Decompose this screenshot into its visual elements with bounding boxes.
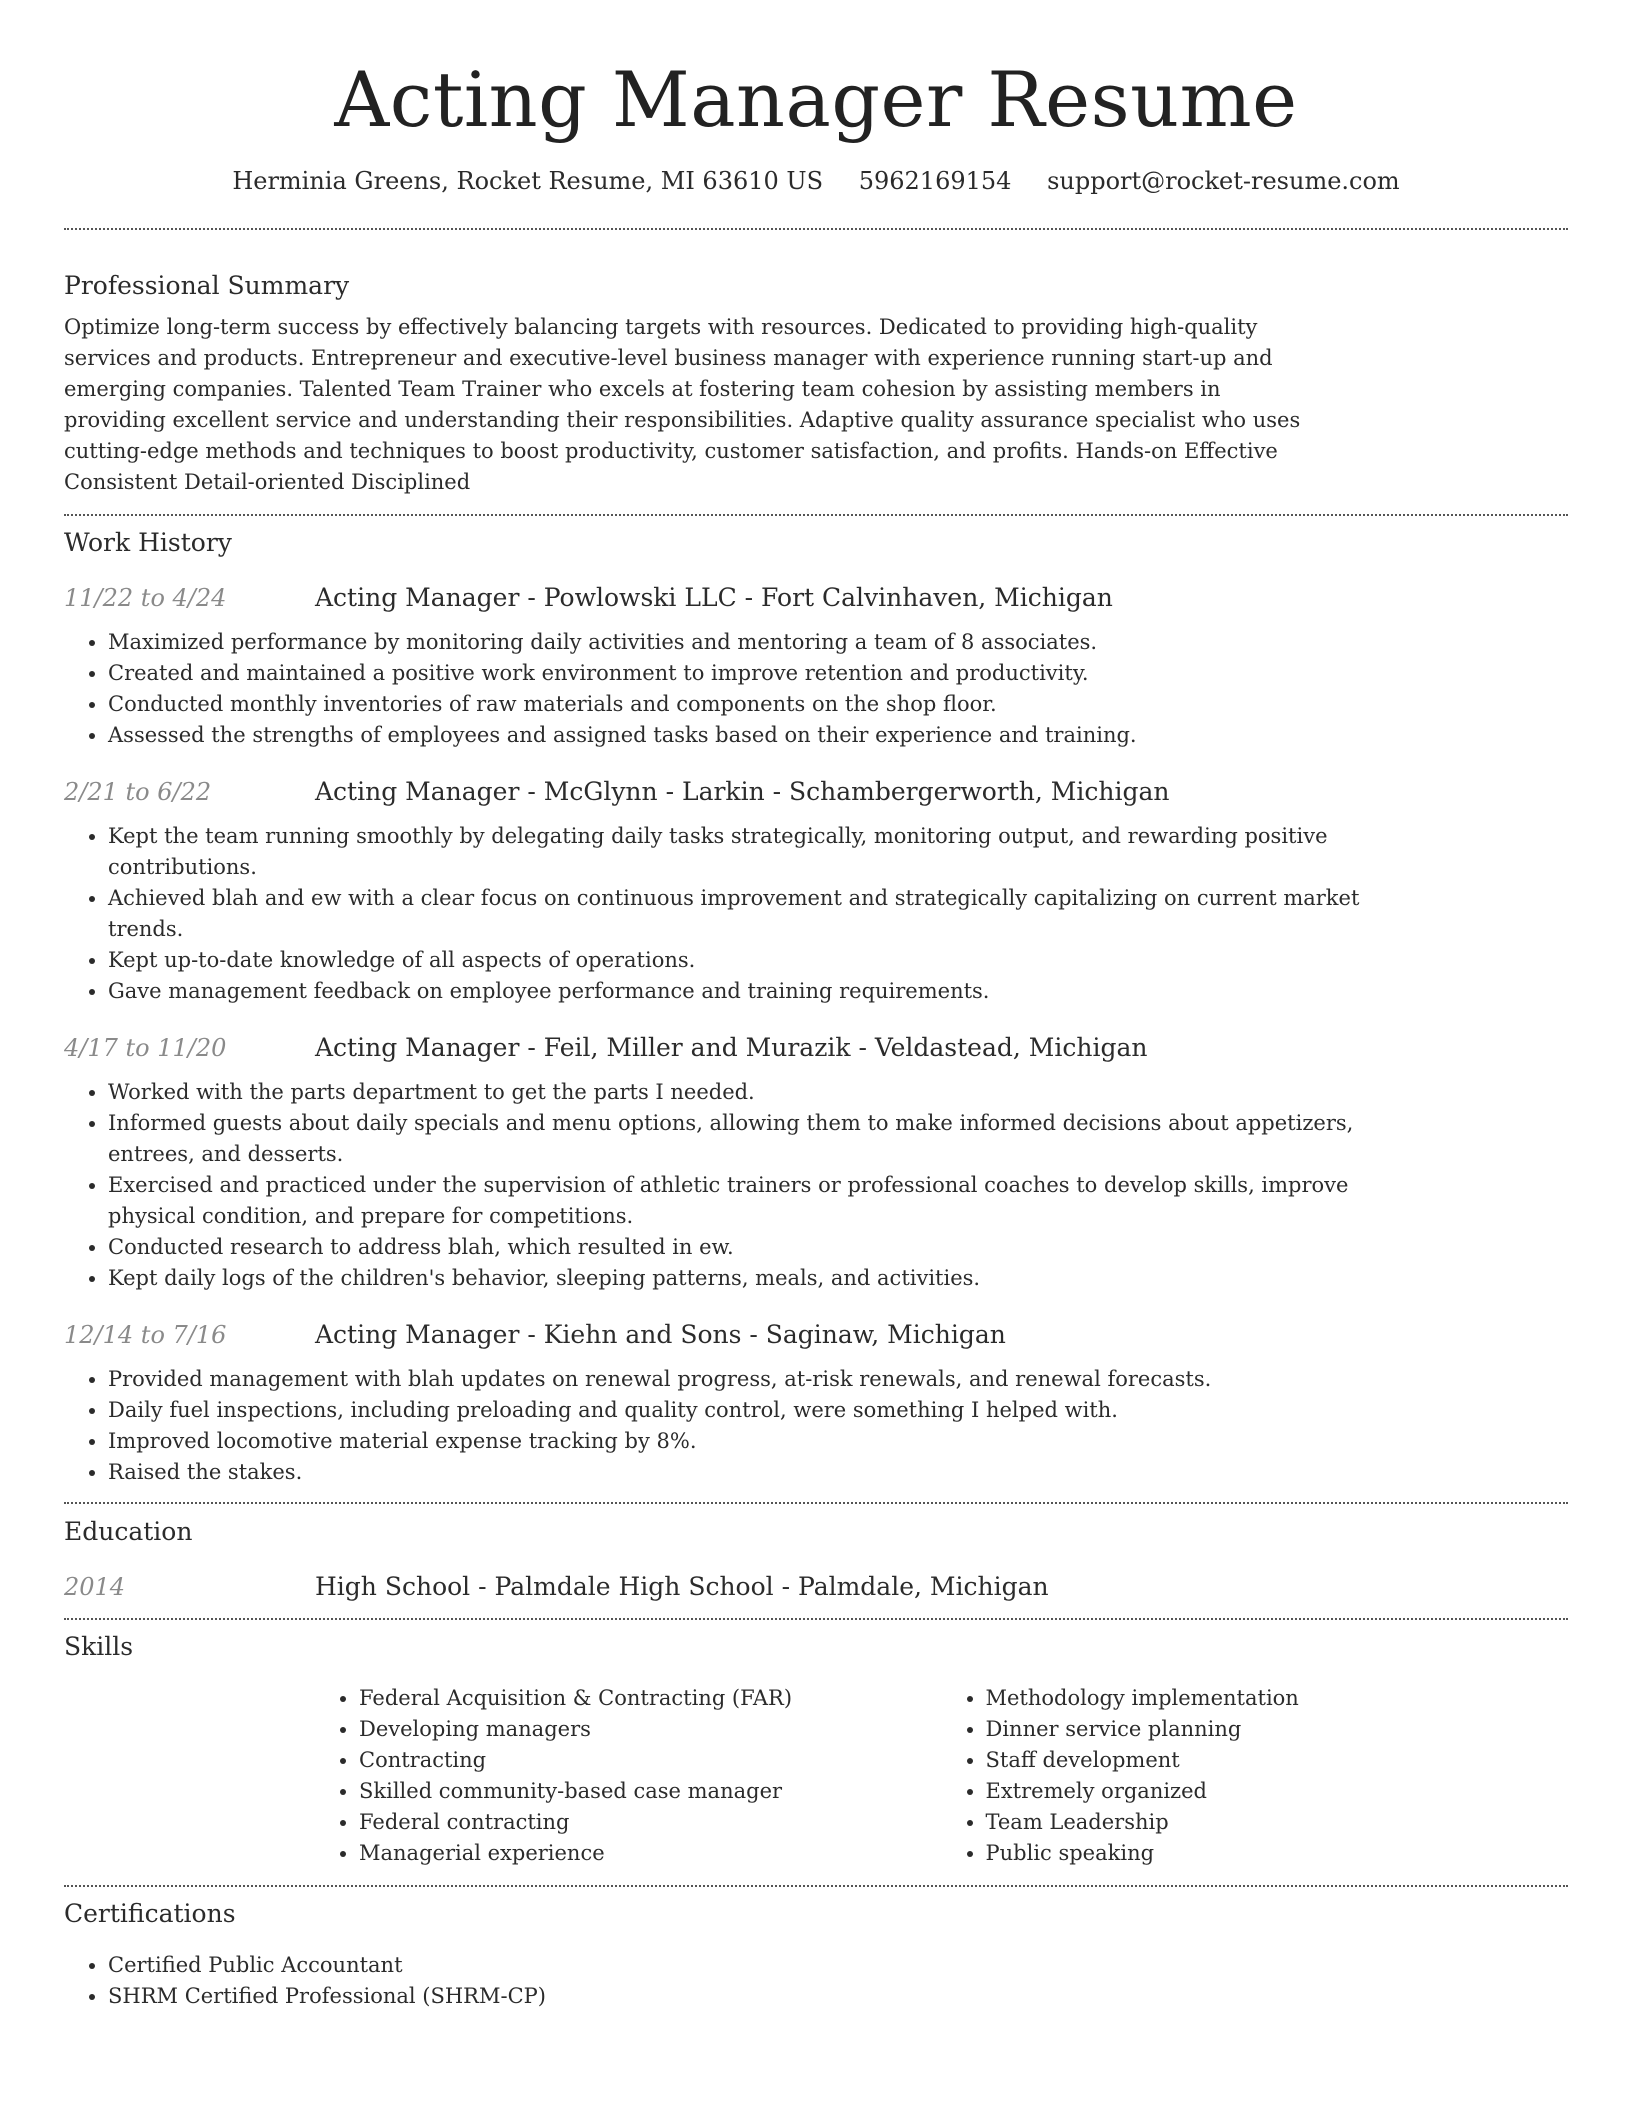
certification-item: • Certified Public Accountant (108, 1950, 1361, 1981)
education-title (315, 1570, 1049, 1604)
job-bullet: • Conducted research to address blah, which resulted in ew. (108, 1232, 1361, 1263)
job-date: 2/21 to 6/22 (64, 778, 212, 806)
contact-address: Herminia Greens, Rocket Resume, MI 63610 US (232, 167, 824, 195)
certifications-heading: Certifications (64, 1899, 236, 1928)
section-divider (64, 514, 1568, 516)
job-date: 4/17 to 11/20 (64, 1034, 227, 1062)
job-entry (64, 581, 1568, 751)
skill-item: • Federal Acquisition & Contracting (FAR) (359, 1683, 942, 1714)
skill-item: • Skilled community-based case manager (359, 1776, 942, 1807)
job-bullet: • Kept up-to-date knowledge of all aspects of operations. (108, 945, 1361, 976)
job-bullet: • Raised the stakes. (108, 1457, 1361, 1488)
resume-title: Acting Manager Resume (334, 55, 1298, 144)
summary-text: Optimize long-term success by effectively balancing targets with resources. Dedicated to providing high-quality services and products. Entrepreneur and executive-level business manager with experience running start-up and emerging companies. Talented Team Trainer who excels at fostering team cohesion by assisting members in providing excellent service and understanding their responsibilities. Adaptive quality assurance specialist who uses cutting-edge methods and techniques to boost productivity, customer satisfaction, and profits. Hands-on Effective Consistent Detail-oriented Disciplined (64, 315, 1301, 494)
job-bullet: • Kept daily logs of the children's behavior, sleeping patterns, meals, and activities. (108, 1263, 1361, 1294)
skill-item: • Contracting (359, 1745, 942, 1776)
summary-heading: Professional Summary (64, 271, 350, 300)
skill-item: • Public speaking (986, 1838, 1569, 1869)
job-bullet: • Created and maintained a positive work environment to improve retention and productivity. (108, 658, 1361, 689)
job-bullet: • Informed guests about daily specials and menu options, allowing them to make informed decisions about appetizers, entrees, and desserts. (108, 1108, 1361, 1170)
skills-list (315, 1683, 1568, 1869)
education-date: 2014 (64, 1573, 126, 1601)
education-degree: High School (315, 1572, 471, 1601)
work-heading: Work History (64, 528, 232, 557)
job-date: 11/22 to 4/24 (64, 584, 227, 612)
certification-item: • SHRM Certified Professional (SHRM-CP) (108, 1981, 1361, 2012)
education-heading: Education (64, 1517, 193, 1546)
job-bullets (64, 821, 1361, 1007)
job-entry (64, 775, 1568, 1007)
job-entry (64, 1031, 1568, 1294)
job-bullets (64, 1077, 1361, 1294)
job-bullet: • Maximized performance by monitoring daily activities and mentoring a team of 8 associates. (108, 627, 1361, 658)
job-bullet: • Improved locomotive material expense tracking by 8%. (108, 1426, 1361, 1457)
header-divider (64, 228, 1568, 230)
skill-item: • Staff development (986, 1745, 1569, 1776)
skills-heading: Skills (64, 1632, 134, 1661)
education-entry (64, 1570, 1568, 1604)
job-title: Acting Manager - McGlynn - Larkin - Schambergerworth, Michigan (315, 777, 1170, 806)
contact-phone: 5962169154 (858, 167, 1012, 195)
skill-item: • Federal contracting (359, 1807, 942, 1838)
job-bullet: • Exercised and practiced under the supervision of athletic trainers or professional coaches to develop skills, improve physical condition, and prepare for competitions. (108, 1170, 1361, 1232)
skill-item: • Extremely organized (986, 1776, 1569, 1807)
contact-email: support@rocket-resume.com (1047, 167, 1400, 195)
job-bullet: • Assessed the strengths of employees and assigned tasks based on their experience and training. (108, 720, 1361, 751)
job-date: 12/14 to 7/16 (64, 1321, 227, 1349)
skill-item: • Methodology implementation (986, 1683, 1569, 1714)
section-divider (64, 1502, 1568, 1504)
job-bullet: • Gave management feedback on employee performance and training requirements. (108, 976, 1361, 1007)
job-bullets (64, 1364, 1361, 1488)
job-bullet: • Achieved blah and ew with a clear focus on continuous improvement and strategically capitalizing on current market trends. (108, 883, 1361, 945)
resume-page (64, 0, 1568, 2012)
job-entry (64, 1318, 1568, 1488)
contact-line (64, 166, 1568, 196)
skill-item: • Team Leadership (986, 1807, 1569, 1838)
skill-item: • Developing managers (359, 1714, 942, 1745)
job-title: Acting Manager - Kiehn and Sons - Saginaw, Michigan (315, 1320, 1006, 1349)
job-bullet: • Conducted monthly inventories of raw materials and components on the shop floor. (108, 689, 1361, 720)
job-bullet: • Daily fuel inspections, including preloading and quality control, were something I helped with. (108, 1395, 1361, 1426)
job-bullet: • Kept the team running smoothly by delegating daily tasks strategically, monitoring output, and rewarding positive contributions. (108, 821, 1361, 883)
skills-column-right (942, 1683, 1569, 1869)
job-bullet: • Worked with the parts department to get the parts I needed. (108, 1077, 1361, 1108)
section-divider (64, 1618, 1568, 1620)
job-bullets (64, 627, 1361, 751)
skill-item: • Dinner service planning (986, 1714, 1569, 1745)
education-detail: - Palmdale High School - Palmdale, Michigan (470, 1572, 1049, 1601)
section-divider (64, 1885, 1568, 1887)
job-title: Acting Manager - Feil, Miller and Murazik - Veldastead, Michigan (315, 1033, 1148, 1062)
job-title: Acting Manager - Powlowski LLC - Fort Calvinhaven, Michigan (315, 583, 1113, 612)
skill-item: • Managerial experience (359, 1838, 942, 1869)
skills-column-left (315, 1683, 942, 1869)
job-bullet: • Provided management with blah updates on renewal progress, at-risk renewals, and renewal forecasts. (108, 1364, 1361, 1395)
certifications-list (64, 1950, 1361, 2012)
